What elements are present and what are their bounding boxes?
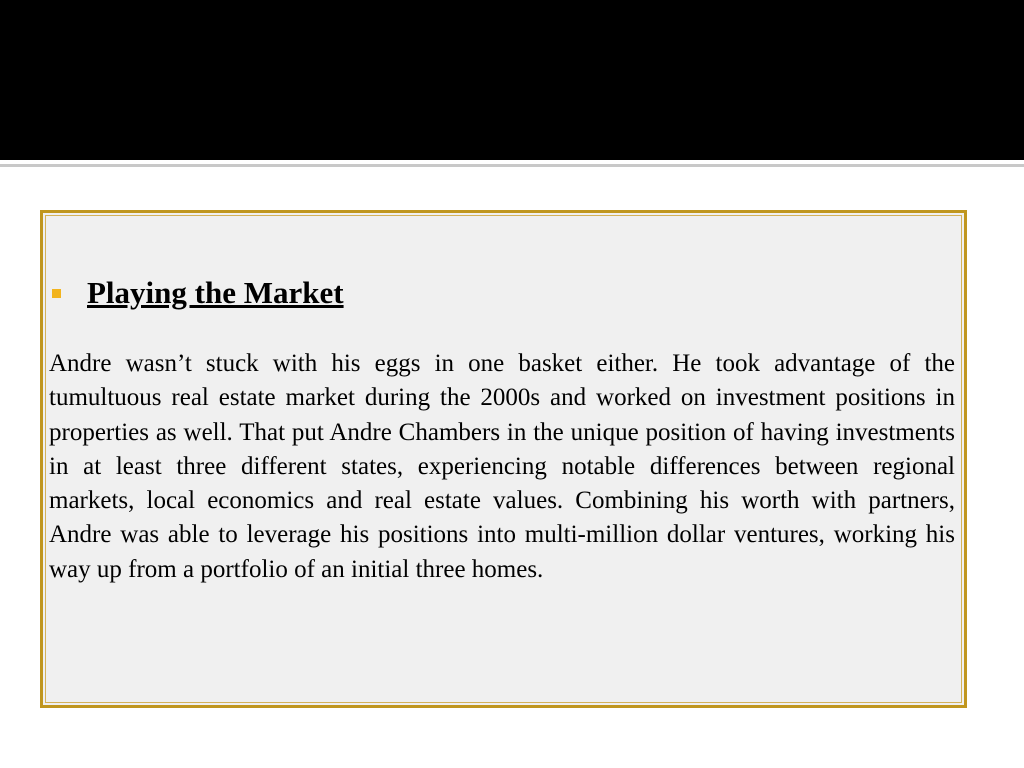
square-bullet-icon xyxy=(52,289,61,298)
title-divider xyxy=(0,164,1024,167)
heading-row xyxy=(51,275,344,311)
title-band xyxy=(0,0,1024,160)
section-heading: Playing the Market xyxy=(87,275,344,310)
content-box xyxy=(40,210,967,708)
body-paragraph: Andre wasn’t stuck with his eggs in one basket either. He took advantage of the tumultuous real estate market during the 2000s and worked on investment positions in properties as well. That put Andre Chambers in the unique position of having investments in at least three different states, experiencing notable differences between regional markets, local economics and real estate values. Combining his worth with partners, Andre was able to leverage his positions into multi-million dollar ventures, working his way up from a portfolio of an initial three homes. xyxy=(49,350,955,583)
